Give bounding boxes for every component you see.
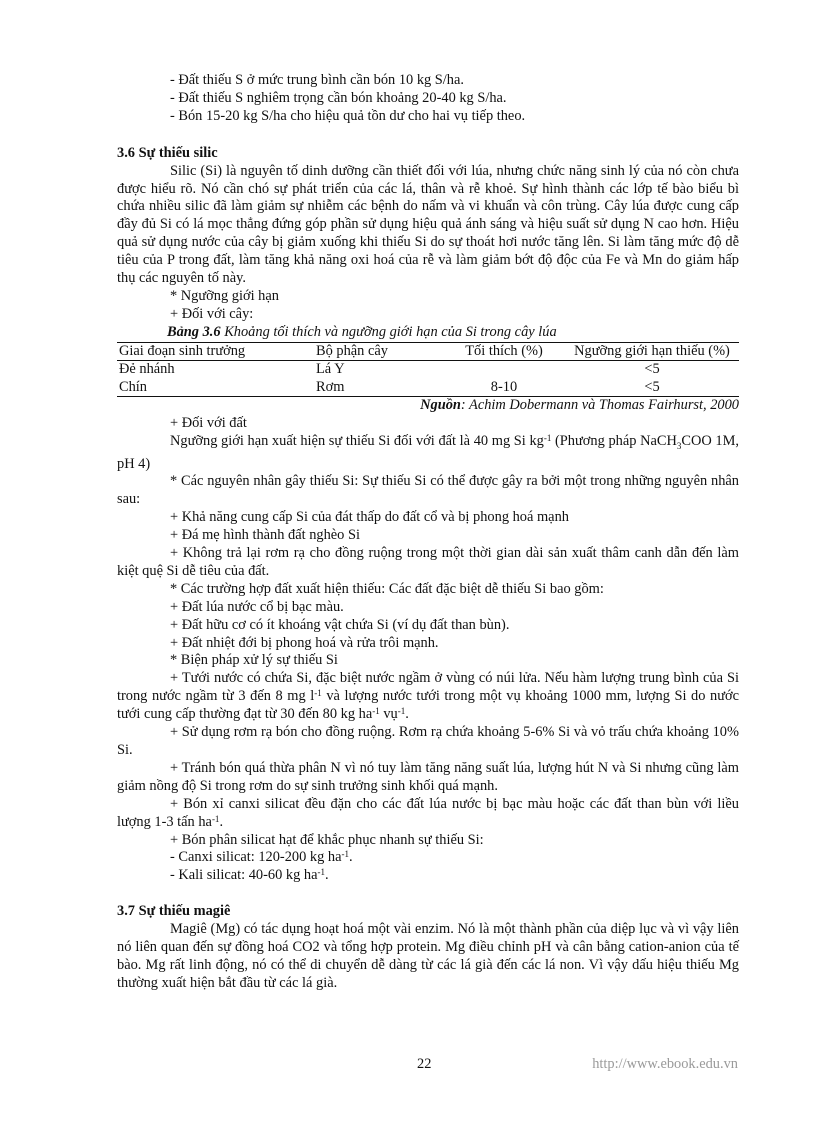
list-item: - Đất thiếu S nghiêm trọng cần bón khoảng 20-40 kg S/ha. xyxy=(170,89,507,106)
table-source xyxy=(117,397,739,415)
text-run: . xyxy=(324,867,329,884)
list-item xyxy=(117,849,739,867)
text-run: và lượng nước tưới trong một vụ khoảng 1000 mm, lượng Si do nước tưới cung cấp thường đạt từ 30 đến 80 kg ha xyxy=(117,688,739,723)
section-heading-3-6: 3.6 Sự thiếu silic xyxy=(117,144,218,161)
list-item xyxy=(117,867,739,885)
table-cell: Chín xyxy=(119,378,147,395)
footer-url: http://www.ebook.edu.vn xyxy=(592,1056,738,1072)
list-item: - Đất thiếu S ở mức trung bình cần bón 10 kg S/ha. xyxy=(170,72,464,88)
section-heading-3-7: 3.7 Sự thiếu magiê xyxy=(117,903,231,920)
list-item: + Không trả lại rơm rạ cho đồng ruộng trong một thời gian dài sản xuất thâm canh dẫn đến làm kiệt quệ Si dễ tiêu của đất. xyxy=(117,545,739,579)
paragraph-silic: Silic (Si) là nguyên tố dinh dưỡng cần thiết đối với lúa, nhưng chức năng sinh lý của nó còn chưa được hiểu rõ. Nó cần chó sự phát triển của các lá, thân và rễ khoẻ. Sự hình thành các lớp tế bào biểu bì chứa nhiều silic đã làm giảm sự nhiễm các bệnh do nấm và vi khuẩn và côn trùng. Cây lúa được cung cấp đầy đủ Si có lá mọc thẳng đứng góp phần sử dụng hiệu quả ánh sáng và hiệu suất sử dụng N cao hơn. Hiệu quả sử dụng nước của cây bị giảm xuống khi thiếu Si do sự thoát hơi nước tăng lên. Si làm tăng mức độ dễ tiêu của P trong đất, làm tăng khả năng oxi hoá của rễ và làm giảm bớt độ độc của Fe và Mn do giảm hấp thụ các nguyên tố này. xyxy=(117,162,739,287)
text-run: + Tưới nước có chứa Si, đặc biệt nước ngầm ở vùng có núi lửa. Nếu hàm lượng trung bình của Si trong nước ngầm từ 3 đến 8 mg l xyxy=(117,670,739,705)
list-item: + Đất nhiệt đới bị phong hoá và rửa trôi mạnh. xyxy=(170,634,439,651)
text-run: + Bón xỉ canxi silicat đều đặn cho các đất lúa nước bị bạc màu hoặc các đất than bùn với liều lượng 1-3 tấn ha xyxy=(117,795,739,830)
table-row xyxy=(117,361,739,379)
measure-nitrogen: + Tránh bón quá thừa phân N vì nó tuy làm tăng năng suất lúa, lượng hút N và Si nhưng cũng làm giảm nồng độ Si trong rơm do sự sinh trưởng sinh khối quá mạnh. xyxy=(117,759,739,794)
table-cell: <5 xyxy=(644,361,660,378)
causes-intro: * Các nguyên nhân gây thiếu Si: Sự thiếu Si có thể được gây ra bởi một trong những nguyên nhân sau: xyxy=(117,473,739,508)
list-item: + Khả năng cung cấp Si của đát thấp do đất cổ và bị phong hoá mạnh xyxy=(170,509,569,526)
plant-label: + Đối với cây: xyxy=(170,305,254,322)
table-cell: Rơm xyxy=(316,378,345,395)
column-header: Bộ phận cây xyxy=(316,342,388,359)
page-footer xyxy=(0,1056,816,1076)
list-item: - Bón 15-20 kg S/ha cho hiệu quả tồn dư cho hai vụ tiếp theo. xyxy=(170,107,526,124)
soil-label: + Đối với đất xyxy=(170,414,247,431)
table-cell: <5 xyxy=(644,378,660,395)
paragraph-magie: Magiê (Mg) có tác dụng hoạt hoá một vài enzim. Nó là một thành phần của diệp lục và vì vậy liên nó liên quan đến sự đồng hoá CO2 và tổng hợp protein. Mg điều chỉnh pH và cân bằng cation-anion của tế bào. Mg rất linh động, nó có thể di chuyển dễ dàng từ các lá già đến các lá non. Vì vậy dấu hiệu thiếu Mg thường xuất hiện bắt đầu từ các lá già. xyxy=(117,921,739,991)
source-label: Nguồn xyxy=(420,396,461,413)
table-header-row xyxy=(117,342,739,360)
text-run: . xyxy=(348,849,353,866)
table-caption xyxy=(117,324,739,342)
text-run: . xyxy=(405,706,409,723)
table-cell xyxy=(443,361,565,379)
table-row xyxy=(117,379,739,397)
text-run: Ngưỡng giới hạn xuất hiện sự thiếu Si đối với đất là 40 mg Si kg xyxy=(170,432,544,449)
superscript: -1 xyxy=(211,813,220,824)
subscript: 3 xyxy=(676,440,682,451)
table-cell: 8-10 xyxy=(490,378,518,395)
list-item: + Đất hữu cơ có ít khoáng vật chứa Si (ví dụ đất than bùn). xyxy=(170,616,510,633)
cases-intro: * Các trường hợp đất xuất hiện thiếu: Các đất đặc biệt dễ thiếu Si bao gồm: xyxy=(170,580,604,597)
text-run: - Kali silicat: 40-60 kg ha xyxy=(170,867,318,884)
superscript: -1 xyxy=(314,688,322,699)
measures-label: * Biện pháp xử lý sự thiếu Si xyxy=(170,652,338,669)
measure-straw: + Sử dụng rơm rạ bón cho đồng ruộng. Rơm rạ chứa khoảng 5-6% Si và vỏ trấu chứa khoảng 10% Si. xyxy=(117,724,739,758)
table-cell: Lá Y xyxy=(316,361,345,378)
text-run: COO 1M, pH 4) xyxy=(117,432,740,472)
column-header: Giai đoạn sinh trưởng xyxy=(119,342,246,359)
column-header: Tối thích (%) xyxy=(465,342,543,359)
superscript: -1 xyxy=(341,849,349,860)
column-header: Ngưỡng giới hạn thiếu (%) xyxy=(574,342,730,359)
source-text: : Achim Dobermann và Thomas Fairhurst, 2000 xyxy=(460,396,739,413)
page-number: 22 xyxy=(417,1056,432,1072)
text-run: vụ xyxy=(379,706,398,723)
si-threshold-table xyxy=(117,342,739,397)
list-item: + Đất lúa nước cổ bị bạc màu. xyxy=(170,598,344,615)
superscript: -1 xyxy=(397,706,406,717)
text-run: (Phương pháp NaCH xyxy=(551,432,677,449)
superscript: -1 xyxy=(317,867,325,878)
superscript: -1 xyxy=(372,706,380,717)
page-content xyxy=(117,72,739,993)
table-title: Khoảng tối thích và ngưỡng giới hạn của Si trong cây lúa xyxy=(220,323,557,340)
measure-irrigation xyxy=(117,670,739,724)
table-number: Bảng 3.6 xyxy=(167,323,221,340)
table-cell: Đẻ nhánh xyxy=(119,361,175,378)
threshold-label: * Ngưỡng giới hạn xyxy=(170,287,279,304)
intro-bullets xyxy=(117,72,739,126)
text-run: . xyxy=(219,813,224,830)
list-item: + Đá mẹ hình thành đất nghèo Si xyxy=(170,527,360,544)
text-run: - Canxi silicat: 120-200 kg ha xyxy=(170,849,342,866)
superscript: -1 xyxy=(543,432,552,443)
soil-threshold-text xyxy=(117,433,739,474)
measure-slag xyxy=(117,796,739,832)
measure-silicate: + Bón phân silicat hạt để khắc phục nhanh sự thiếu Si: xyxy=(170,831,484,848)
